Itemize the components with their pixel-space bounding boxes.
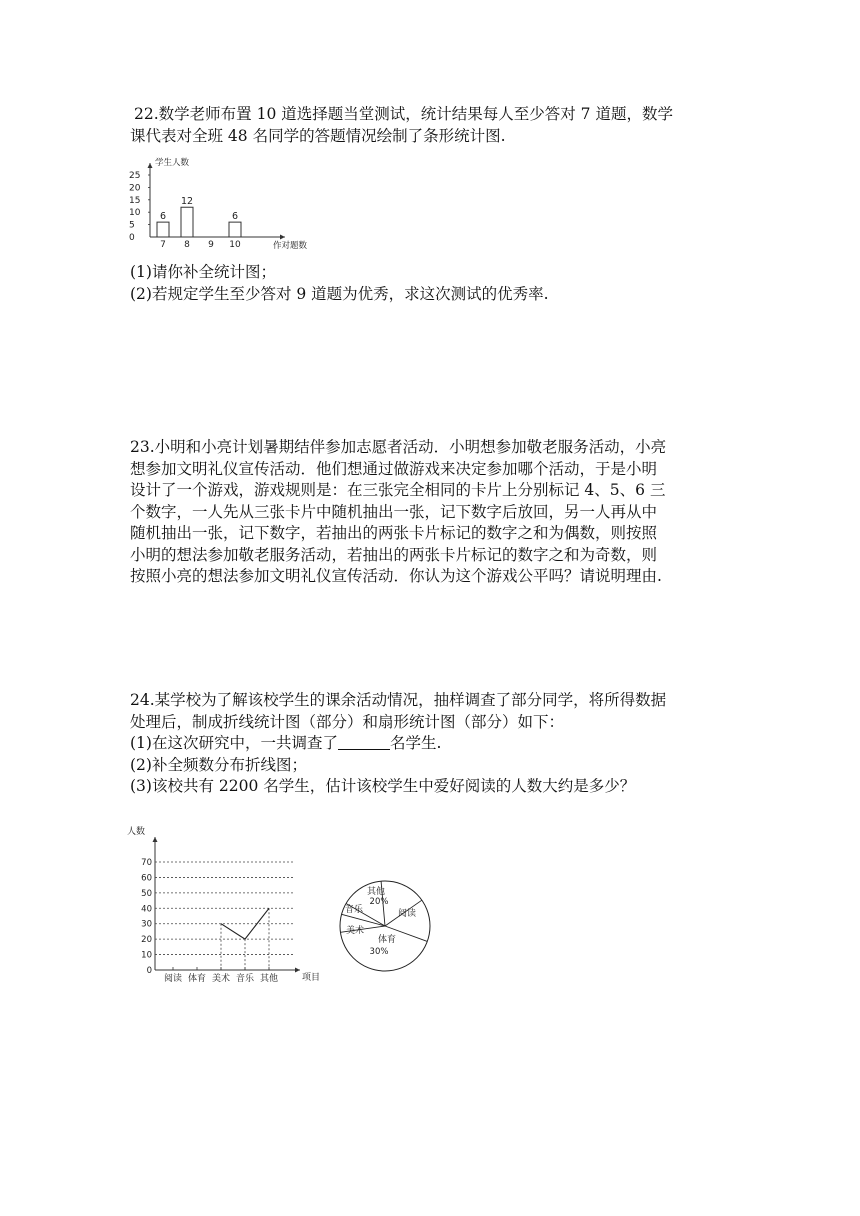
question-24 <box>130 690 730 798</box>
answer-blank <box>338 734 390 750</box>
pie-slice-label-other: 其他 <box>366 887 386 897</box>
q23-line-3: 设计了一个游戏，游戏规则是：在三张完全相同的卡片上分别标记 4、5、6 三 <box>130 481 666 499</box>
bar-y-tick-label: 15 <box>129 195 141 206</box>
pie-slice-percent-other: 20% <box>369 897 389 907</box>
line-x-axis-arrow <box>295 968 300 973</box>
q24-sub-2: (2)补全频数分布折线图； <box>130 755 307 774</box>
line-x-tick-label: 其他 <box>259 974 279 984</box>
line-x-tick-label: 美术 <box>211 974 231 984</box>
bar-x-tick-label: 10 <box>229 240 241 250</box>
pie-slice-label-music: 音乐 <box>344 905 364 915</box>
q22-sub-2: (2)若规定学生至少答对 9 道题为优秀，求这次测试的优秀率. <box>130 284 549 303</box>
bar-x-tick-label: 9 <box>208 240 214 250</box>
pie-slice-label-reading: 阅读 <box>397 909 417 919</box>
line-y-axis-arrow <box>153 837 158 842</box>
bar-value-label: 6 <box>231 211 239 223</box>
q22-sub-1: (1)请你补全统计图； <box>130 263 276 281</box>
bar-y-axis-label: 学生人数 <box>155 158 190 168</box>
line-y-tick-label: 50 <box>141 888 152 899</box>
line-y-tick-label: 40 <box>141 904 152 915</box>
q22-line-2: 课代表对全班 48 名同学的答题情况绘制了条形统计图. <box>130 126 506 145</box>
bar-chart <box>125 155 308 255</box>
line-y-tick-label: 60 <box>141 873 152 884</box>
line-x-axis-label: 项目 <box>302 973 321 983</box>
q23-line-7: 按照小亮的想法参加文明礼仪宣传活动．你认为这个游戏公平吗？请说明理由. <box>130 567 662 585</box>
pie-slice-label-art: 美术 <box>345 926 365 936</box>
pie-slice-label-sports: 体育 <box>377 935 397 945</box>
q24-line-1: 24.某学校为了解该校学生的课余活动情况，抽样调查了部分同学，将所得数据 <box>130 691 667 709</box>
q23-line-1: 23.小明和小亮计划暑期结伴参加志愿者活动．小明想参加敬老服务活动，小亮 <box>130 438 667 456</box>
q24-line-2: 处理后，制成折线统计图（部分）和扇形统计图（部分）如下： <box>130 712 565 731</box>
bar-value-label: 6 <box>159 211 167 223</box>
bar <box>181 207 193 237</box>
line-y-tick-label: 30 <box>141 919 152 930</box>
question-23 <box>130 437 730 588</box>
q22-subquestions <box>130 262 730 305</box>
q23-line-4: 个数字，一人先从三张卡片中随机抽出一张，记下数字后放回，另一人再从中 <box>130 502 658 521</box>
q23-line-6: 小明的想法参加敬老服务活动，若抽出的两张卡片标记的数字之和为奇数，则 <box>130 545 658 564</box>
line-x-tick-label: 阅读 <box>163 974 183 984</box>
bar-y-axis-arrow <box>148 163 153 168</box>
line-y-tick-label: 70 <box>141 858 152 868</box>
bar <box>229 222 241 237</box>
bar-y-tick-label: 0 <box>129 233 135 243</box>
q24-sub-1-text: (1)在这次研究中，一共调查了 <box>130 734 338 752</box>
q24-sub-1-text-end: 名学生. <box>389 734 442 752</box>
bar-x-axis-arrow <box>280 235 285 240</box>
bar-y-tick-label: 10 <box>129 208 141 219</box>
bar-x-axis-label: 作对题数 <box>273 241 308 251</box>
q22-line-1: 22.数学老师布置 10 道选择题当堂测试，统计结果每人至少答对 7 道题，数学 <box>134 105 673 123</box>
bar-x-tick-label: 8 <box>184 240 190 250</box>
bar-y-tick-label: 25 <box>129 171 141 181</box>
line-x-tick-label: 音乐 <box>235 974 255 984</box>
bar-y-tick-label: 5 <box>129 220 135 231</box>
bar <box>157 222 169 237</box>
line-y-tick-label: 10 <box>141 950 152 961</box>
bar-y-tick-label: 20 <box>129 183 141 194</box>
bar-x-tick-label: 7 <box>160 240 166 250</box>
line-x-tick-label: 体育 <box>187 974 207 984</box>
question-22 <box>130 104 730 147</box>
line-y-tick-label: 20 <box>141 935 152 946</box>
bar-value-label: 12 <box>180 196 194 208</box>
q23-line-5: 随机抽出一张，记下数字，若抽出的两张卡片标记的数字之和为偶数，则按照 <box>130 524 658 542</box>
line-chart <box>125 822 325 987</box>
line-y-tick-label: 0 <box>146 966 152 976</box>
q24-sub-1 <box>130 733 730 755</box>
q23-line-2: 想参加文明礼仪宣传活动．他们想通过做游戏来决定参加哪个活动，于是小明 <box>130 459 658 478</box>
line-y-axis-label: 人数 <box>127 827 146 837</box>
pie-slice-percent-sports: 30% <box>369 947 389 957</box>
q24-sub-3: (3)该校共有 2200 名学生，估计该校学生中爱好阅读的人数大约是多少？ <box>130 777 636 795</box>
pie-chart <box>335 876 435 976</box>
